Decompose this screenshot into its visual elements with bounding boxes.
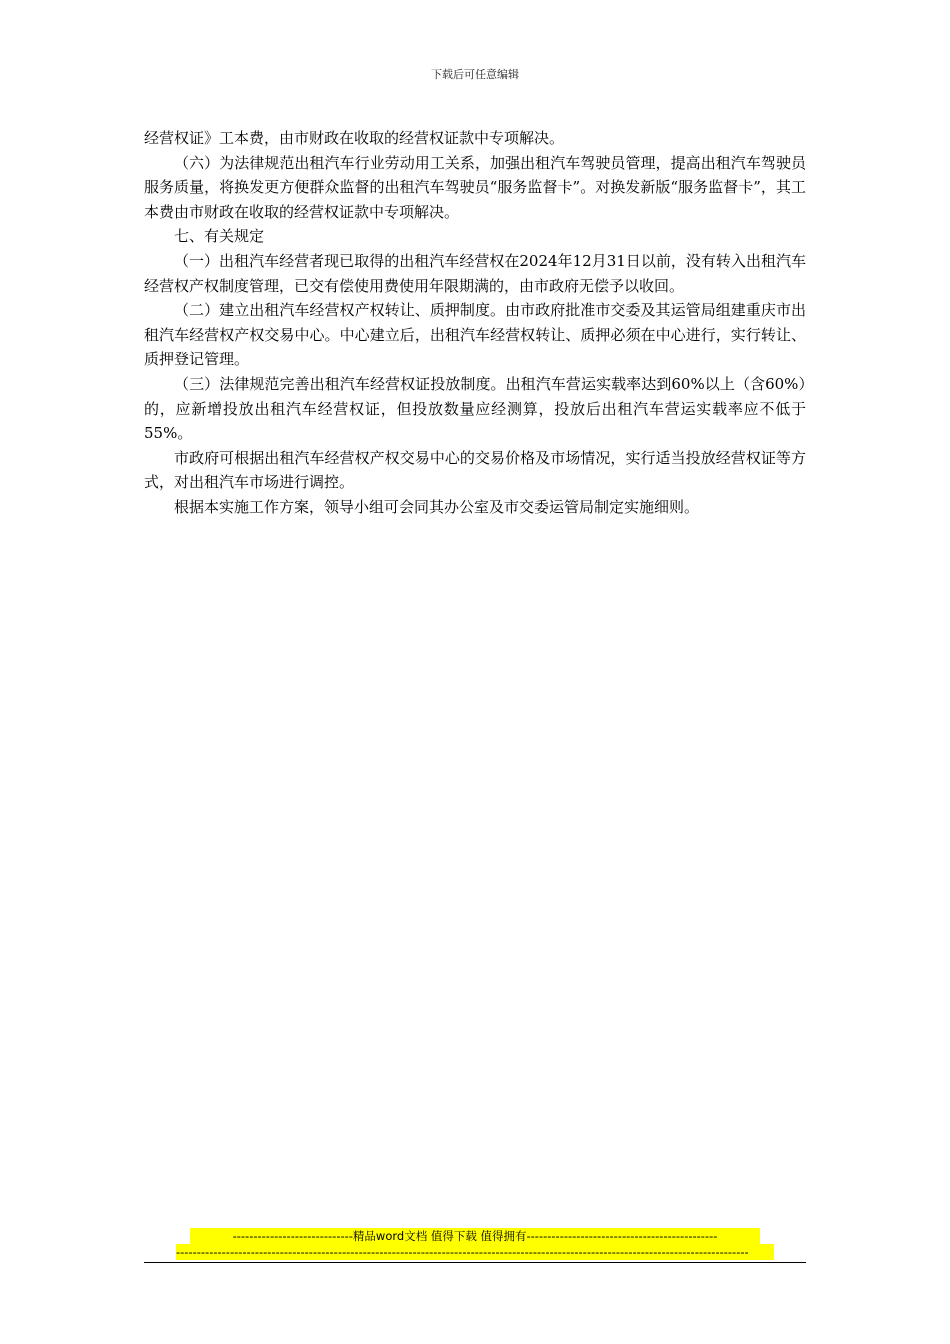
paragraph: 经营权证》工本费，由市财政在收取的经营权证款中专项解决。 — [144, 129, 565, 147]
document-body — [144, 126, 806, 520]
paragraph: （一）出租汽车经营者现已取得的出租汽车经营权在2024年12月31日以前，没有转入出租汽车经营权产权制度管理，已交有偿使用费使用年限期满的，由市政府无偿予以收回。 — [144, 251, 806, 295]
footer-dashed-line: ------------------------------------------------------------------------------------------------------------------------------------------ — [176, 1244, 774, 1260]
paragraph: 市政府可根据出租汽车经营权产权交易中心的交易价格及市场情况，实行适当投放经营权证等方式，对出租汽车市场进行调控。 — [144, 448, 806, 492]
footer-banner-line: -----------------------------精品word文档 值得下载 值得拥有---------------------------------------------- — [190, 1228, 760, 1244]
paragraph: （三）法律规范完善出租汽车经营权证投放制度。出租汽车营运实载率达到60%以上（含60%）的，应新增投放出租汽车经营权证，但投放数量应经测算，投放后出租汽车营运实载率应不低于55%。 — [144, 374, 806, 443]
paragraph: （二）建立出租汽车经营权产权转让、质押制度。由市政府批准市交委及其运管局组建重庆市出租汽车经营权产权交易中心。中心建立后，出租汽车经营权转让、质押必须在中心进行，实行转让、质押登记管理。 — [144, 301, 806, 369]
footer-divider — [144, 1262, 806, 1263]
section-heading: 七、有关规定 — [174, 227, 265, 246]
paragraph: 根据本实施工作方案，领导小组可会同其办公室及市交委运管局制定实施细则。 — [174, 497, 700, 516]
page-header: 下载后可任意编辑 — [431, 68, 519, 81]
paragraph: （六）为法律规范出租汽车行业劳动用工关系，加强出租汽车驾驶员管理，提高出租汽车驾驶员服务质量，将换发更方便群众监督的出租汽车驾驶员“服务监督卡”。对换发新版“服务监督卡”，其工本费由市财政在收取的经营权证款中专项解决。 — [144, 153, 806, 221]
